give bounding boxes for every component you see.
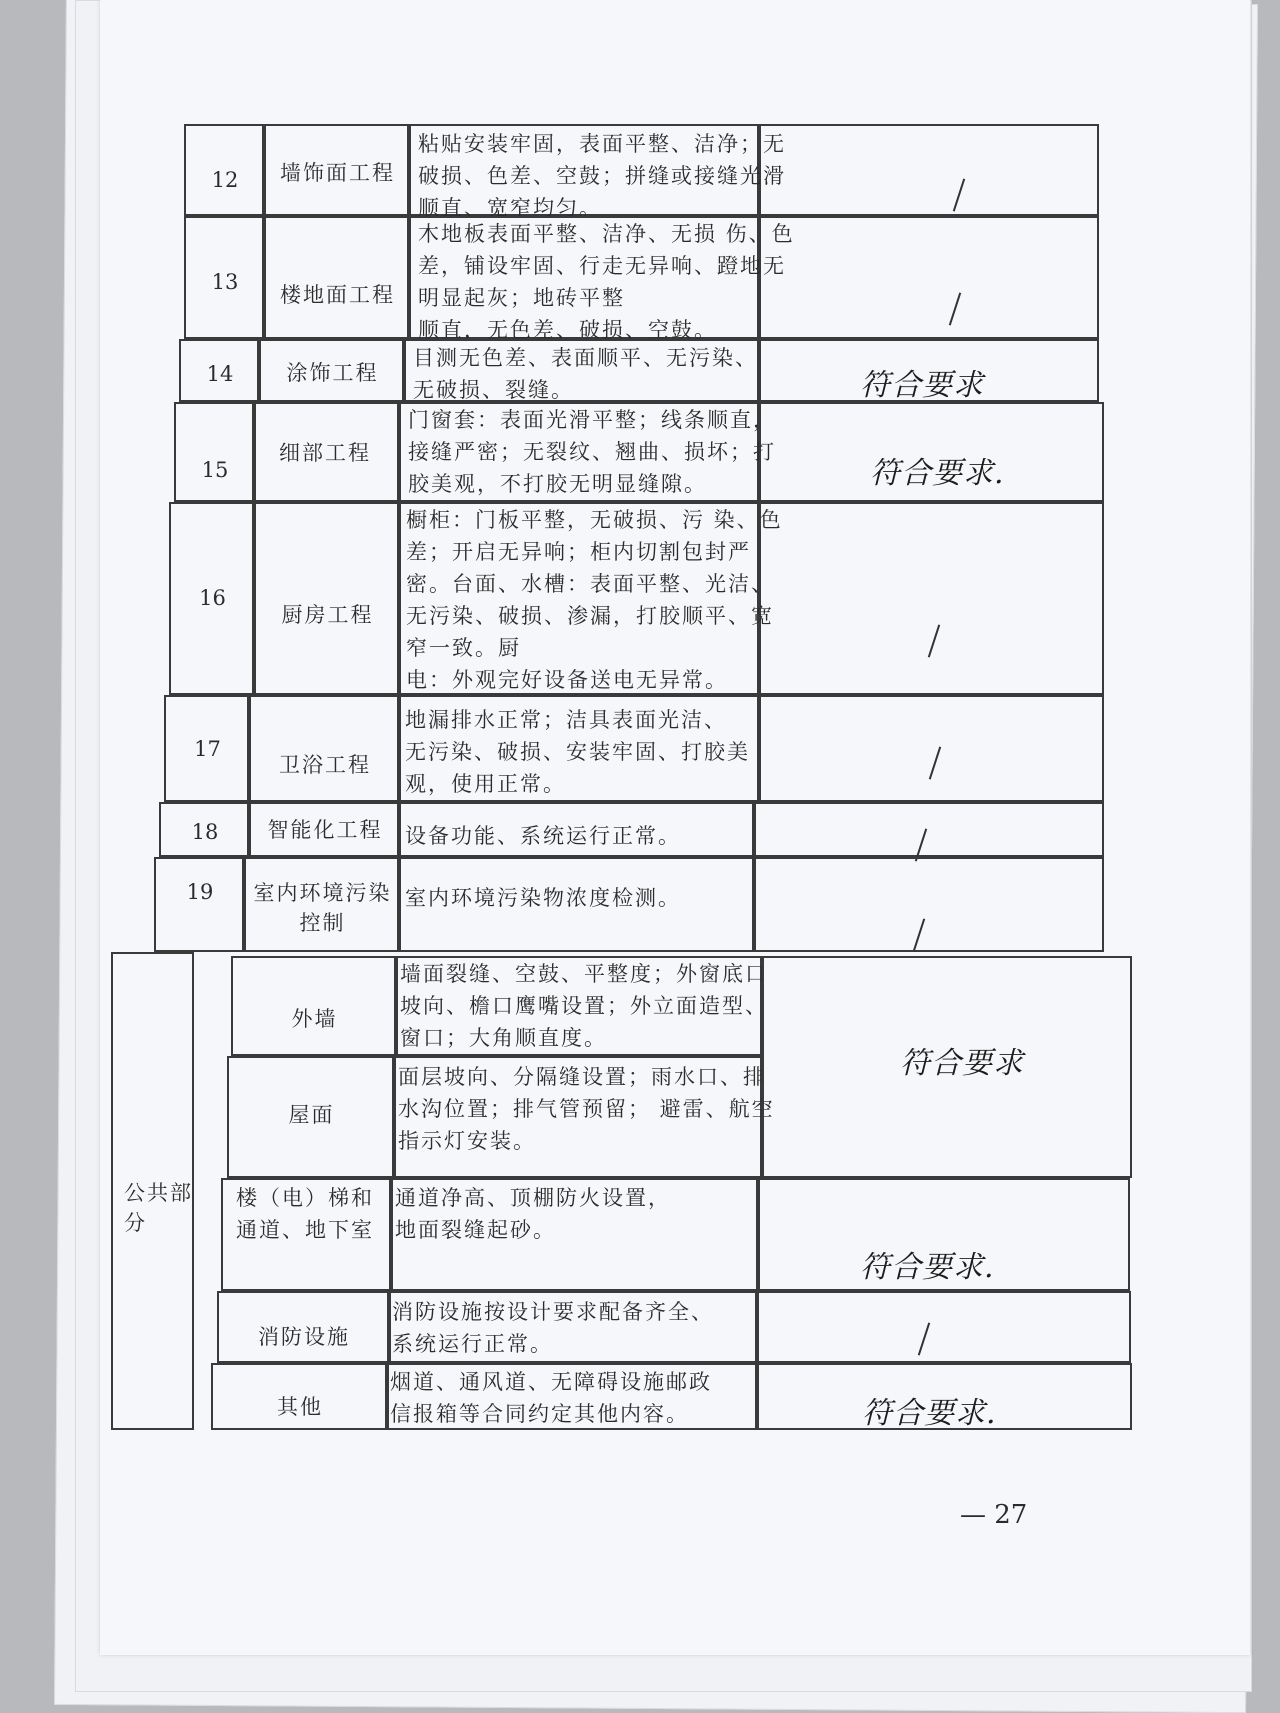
handwritten-result: 符合要求	[860, 368, 984, 403]
table-cell	[759, 124, 1099, 216]
item-content: 墙面裂缝、空鼓、平整度；外窗底口 坡向、檐口鹰嘴设置；外立面造型、 窗口；大角顺直度。	[400, 962, 768, 1050]
table-cell	[174, 402, 254, 502]
table-cell	[759, 502, 1104, 695]
page-number: — 27	[960, 1500, 1028, 1530]
row-number: 13	[211, 270, 239, 294]
row-number: 15	[201, 458, 229, 482]
item-content: 室内环境污染物浓度检测。	[405, 886, 681, 910]
item-content: 目测无色差、表面顺平、无污染、 无破损、裂缝。	[413, 346, 758, 402]
row-number: 19	[186, 880, 214, 904]
item-name: 楼（电）梯和通道、地下室	[236, 1186, 374, 1242]
row-number: 14	[206, 362, 234, 386]
table-cell	[264, 216, 409, 339]
item-name: 屋面	[288, 1103, 335, 1127]
handwritten-result: 符合要求.	[870, 456, 1005, 491]
item-content: 面层坡向、分隔缝设置；雨水口、排 水沟位置；排气管预留； 避雷、航空 指示灯安装。	[398, 1065, 775, 1153]
item-name: 消防设施	[258, 1325, 350, 1349]
table-cell	[249, 695, 399, 802]
handwritten-result: 符合要求	[900, 1046, 1024, 1081]
row-number: 12	[211, 168, 239, 192]
item-name: 智能化工程	[267, 818, 383, 842]
item-name: 室内环境污染控制	[253, 881, 392, 935]
table-cell	[759, 695, 1104, 802]
table-cell	[754, 802, 1104, 857]
handwritten-result: 符合要求.	[860, 1250, 995, 1285]
item-content: 橱柜：门板平整，无破损、污 染、色 差；开启无异响；柜内切割包封严 密。台面、水槽：表面平整、光洁、 无污染、破损、渗漏，打胶顺平、宽 窄一致。厨 电：外观完好设备送电无异常。	[406, 508, 783, 692]
document-page	[100, 0, 1250, 1655]
section-label: 公共部分	[124, 1181, 193, 1235]
item-name: 楼地面工程	[280, 283, 395, 307]
handwritten-result: 符合要求.	[862, 1396, 997, 1431]
table-cell	[759, 216, 1099, 339]
item-name: 卫浴工程	[279, 753, 371, 777]
table-cell	[757, 1291, 1131, 1363]
item-content: 木地板表面平整、洁净、无损 伤、色 差，铺设牢固、行走无异响、蹬地无 明显起灰；地砖平整 顺直，无色差、破损、空鼓。	[418, 222, 795, 342]
table-cell	[754, 857, 1104, 952]
item-name: 外墙	[291, 1007, 338, 1031]
row-number: 16	[199, 586, 226, 610]
item-name: 墙饰面工程	[280, 161, 395, 185]
item-content: 烟道、通风道、无障碍设施邮政 信报箱等合同约定其他内容。	[390, 1370, 712, 1426]
item-content: 消防设施按设计要求配备齐全、 系统运行正常。	[392, 1300, 714, 1356]
item-content: 粘贴安装牢固，表面平整、洁净；无 破损、色差、空鼓；拼缝或接缝光滑 顺直、宽窄均匀。	[418, 132, 786, 220]
item-name: 涂饰工程	[286, 361, 379, 385]
item-name: 细部工程	[279, 441, 371, 465]
item-content: 设备功能、系统运行正常。	[405, 824, 681, 848]
item-content: 门窗套：表面光滑平整；线条顺直， 接缝严密；无裂纹、翘曲、损坏；打 胶美观，不打胶无明显缝隙。	[408, 408, 776, 496]
item-content: 通道净高、顶棚防火设置， 地面裂缝起砂。	[395, 1186, 671, 1242]
table-cell	[254, 502, 399, 695]
item-name: 厨房工程	[281, 603, 374, 627]
item-name: 其他	[277, 1395, 323, 1419]
table-cell	[154, 857, 244, 952]
row-number: 17	[194, 737, 221, 761]
item-content: 地漏排水正常；洁具表面光洁、 无污染、破损、安装牢固、打胶美 观，使用正常。	[405, 708, 750, 796]
row-number: 18	[191, 820, 219, 844]
